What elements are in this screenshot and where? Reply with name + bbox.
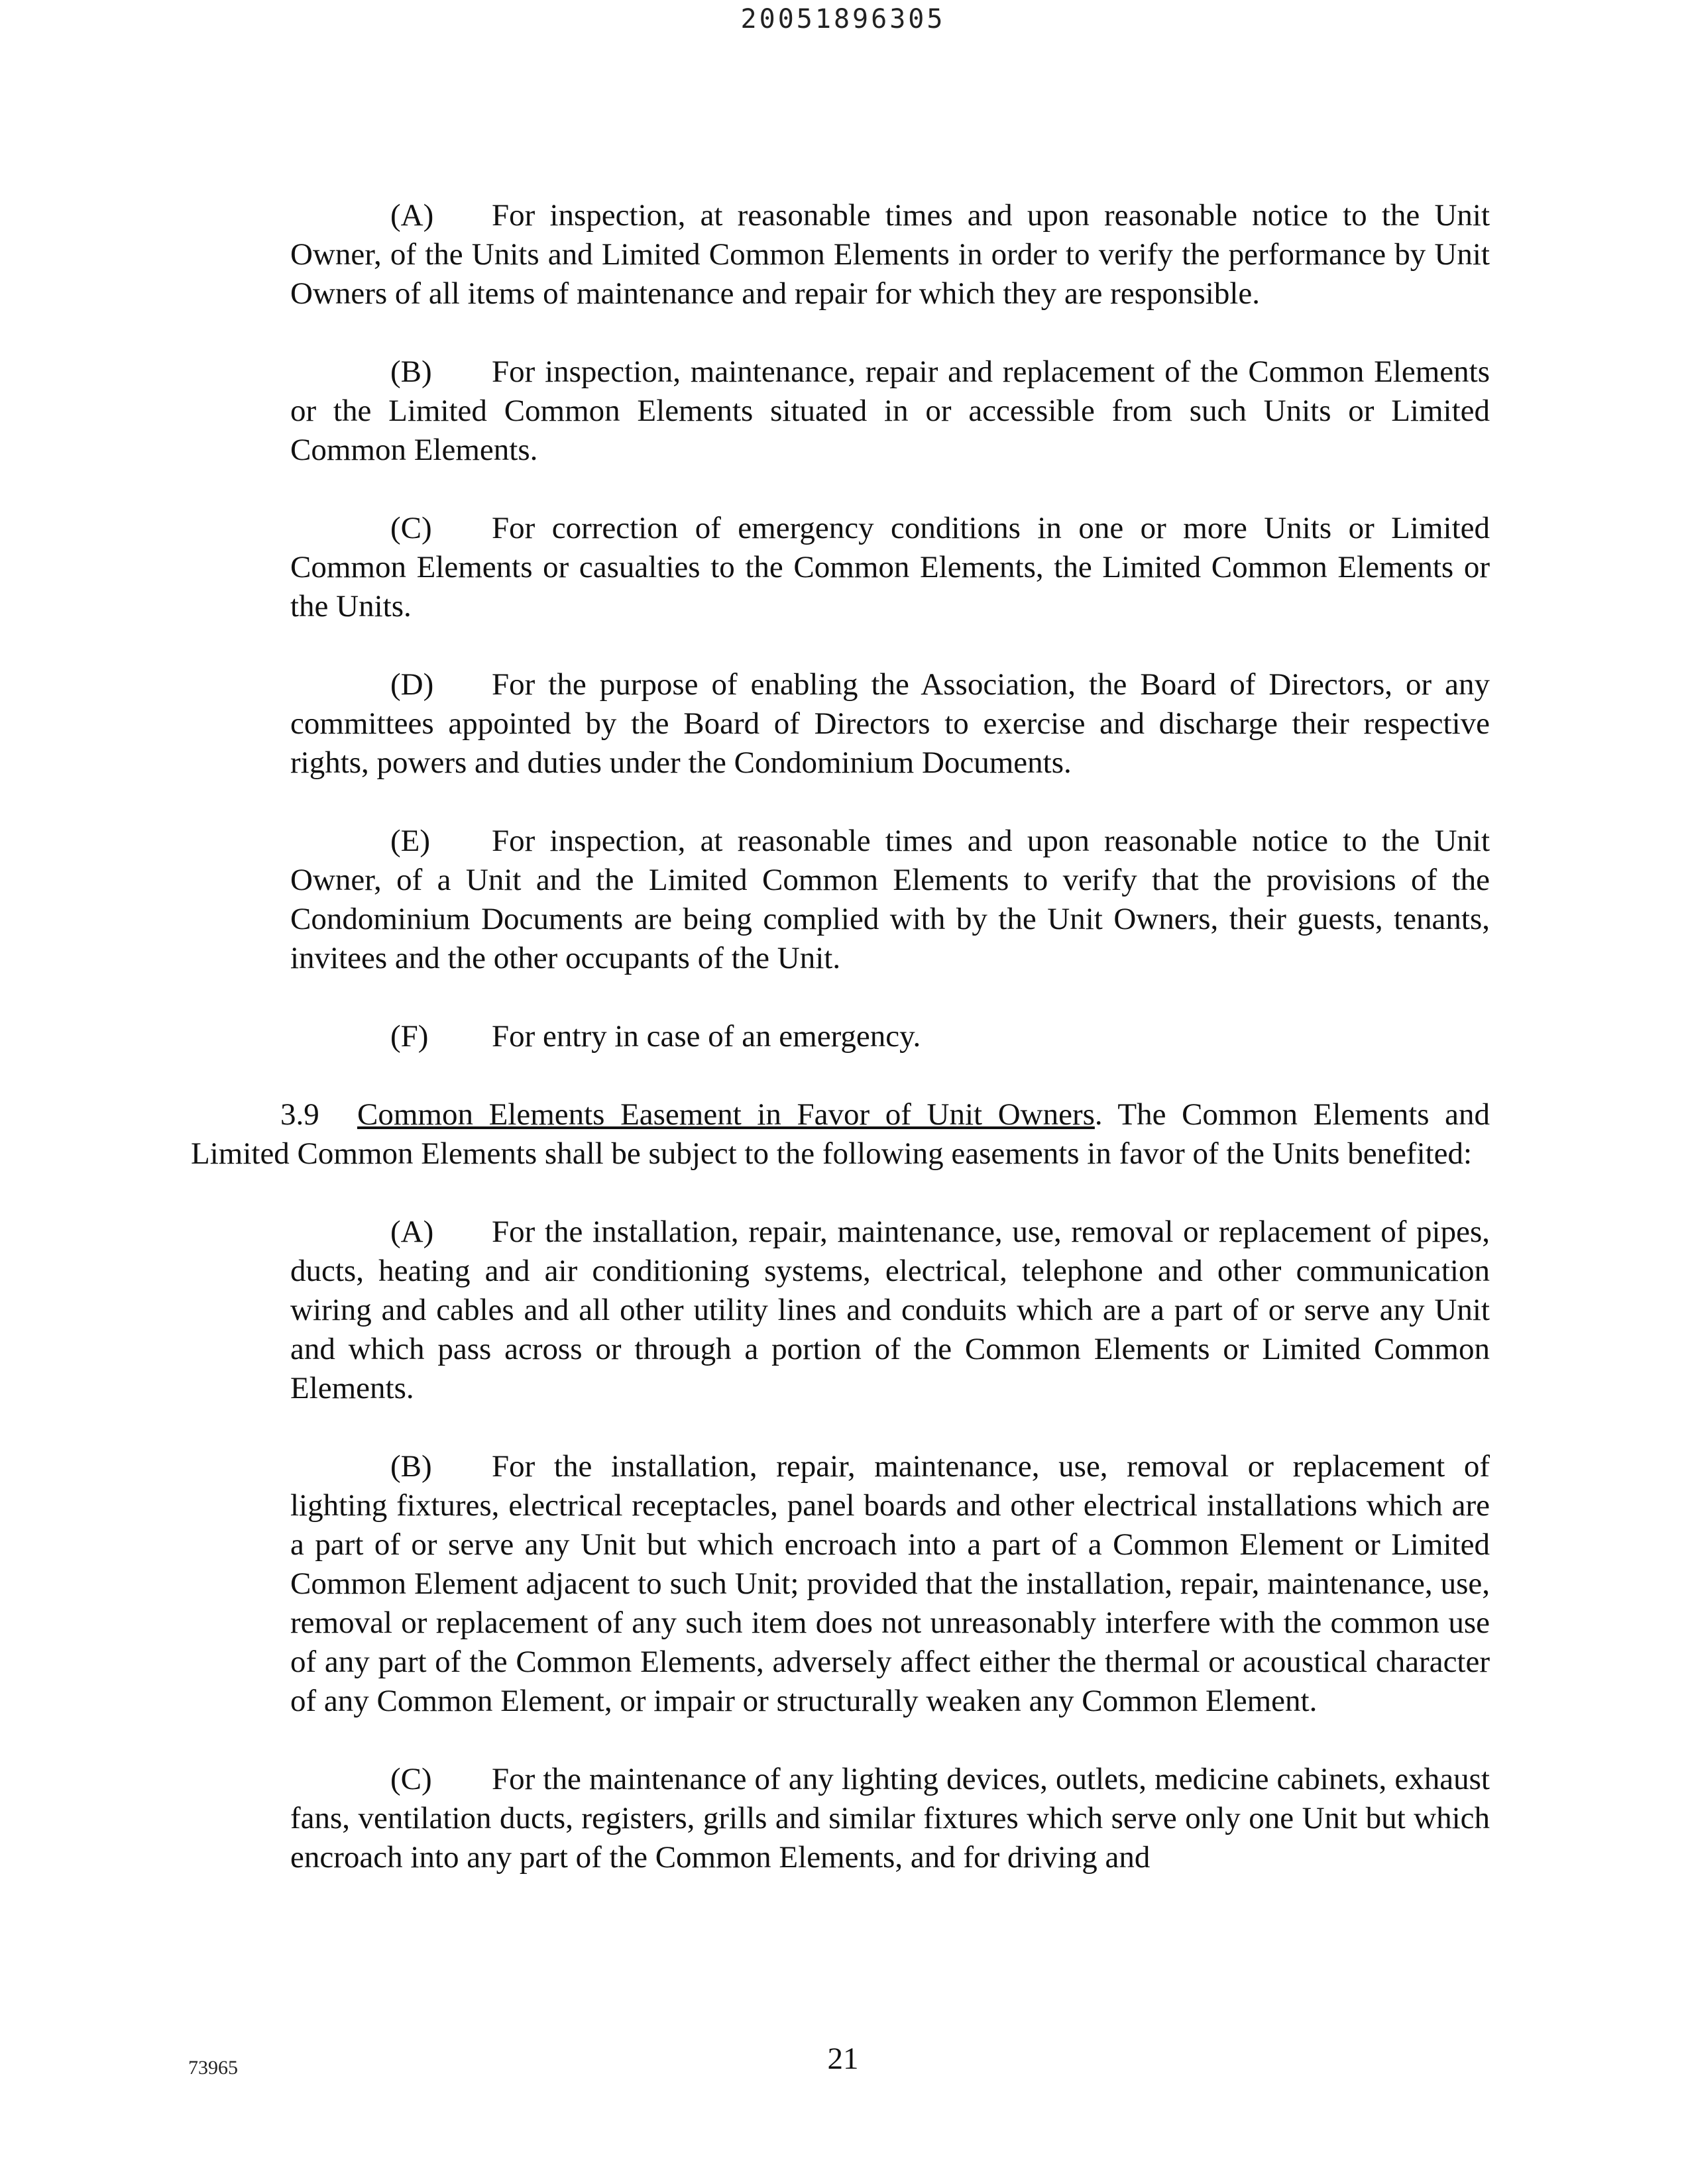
item-text: For the installation, repair, maintenance, use, removal or replacement of pipes, ducts, heating and air conditioning systems, electrical, telephone and other communication wiring and cables and all other utility lines and conduits which are a part of or serve any Unit and which pass across or through a portion of the Common Elements or Limited Common Elements. [290,1215,1490,1405]
section-3-8-item-a [290,196,1490,313]
item-label: (C) [390,1762,432,1796]
item-text: For entry in case of an emergency. [492,1019,921,1054]
section-heading-period: . [1094,1097,1103,1132]
item-label: (A) [390,1215,434,1249]
document-body [191,196,1490,1916]
item-label: (E) [390,824,431,858]
item-label: (F) [390,1019,429,1054]
item-text: For the installation, repair, maintenance, use, removal or replacement of lighting fixtures, electrical receptacles, panel boards and other electrical installations which are a part of or serve any Unit but which encroach into a part of a Common Element or Limited Common Element adjacent to such Unit; provided that the installation, repair, maintenance, use, removal or replacement of any such item does not unreasonably interfere with the common use of any part of the Common Elements, adversely affect either the thermal or acoustical character of any Common Element, or impair or structurally weaken any Common Element. [290,1449,1490,1718]
section-intro: The Common Elements and Limited Common Elements shall be subject to the following easements in favor of the Units benefited: [191,1097,1490,1171]
item-label: (B) [390,1449,432,1484]
section-3-8-item-e [290,822,1490,978]
item-label: (D) [390,667,434,702]
item-label: (B) [390,355,432,389]
section-3-9-item-a [290,1213,1490,1408]
item-label: (C) [390,511,432,545]
document-number: 20051896305 [740,4,946,34]
section-3-8-item-d [290,665,1490,783]
section-3-8-item-b [290,353,1490,470]
item-text: For the purpose of enabling the Association, the Board of Directors, or any committees appointed by the Board of Directors to exercise and discharge their respective rights, powers and duties under the Condominium Documents. [290,667,1490,780]
section-heading: Common Elements Easement in Favor of Unit Owners [357,1097,1095,1132]
item-label: (A) [390,198,434,233]
section-3-9-item-c [290,1760,1490,1877]
item-text: For correction of emergency conditions in one or more Units or Limited Common Elements or casualties to the Common Elements, the Limited Common Elements or the Units. [290,511,1490,624]
footer-doc-code: 73965 [188,2057,238,2079]
item-text: For inspection, maintenance, repair and replacement of the Common Elements or the Limited Common Elements situated in or accessible from such Units or Limited Common Elements. [290,355,1490,467]
item-text: For the maintenance of any lighting devices, outlets, medicine cabinets, exhaust fans, ventilation ducts, registers, grills and similar fixtures which serve only one Unit but which encroach into any part of the Common Elements, and for driving and [290,1762,1490,1875]
section-3-8-item-f [290,1017,1490,1056]
section-3-9-item-b [290,1447,1490,1721]
section-3-9 [191,1095,1490,1174]
page-number: 21 [827,2042,859,2076]
item-text: For inspection, at reasonable times and upon reasonable notice to the Unit Owner, of the Units and Limited Common Elements in order to verify the performance by Unit Owners of all items of maintenance and repair for which they are responsible. [290,198,1490,311]
section-3-8-item-c [290,509,1490,626]
item-text: For inspection, at reasonable times and upon reasonable notice to the Unit Owner, of a Unit and the Limited Common Elements to verify that the provisions of the Condominium Documents are being complied with by the Unit Owners, their guests, tenants, invitees and the other occupants of the Unit. [290,824,1490,975]
section-number: 3.9 [280,1097,319,1132]
